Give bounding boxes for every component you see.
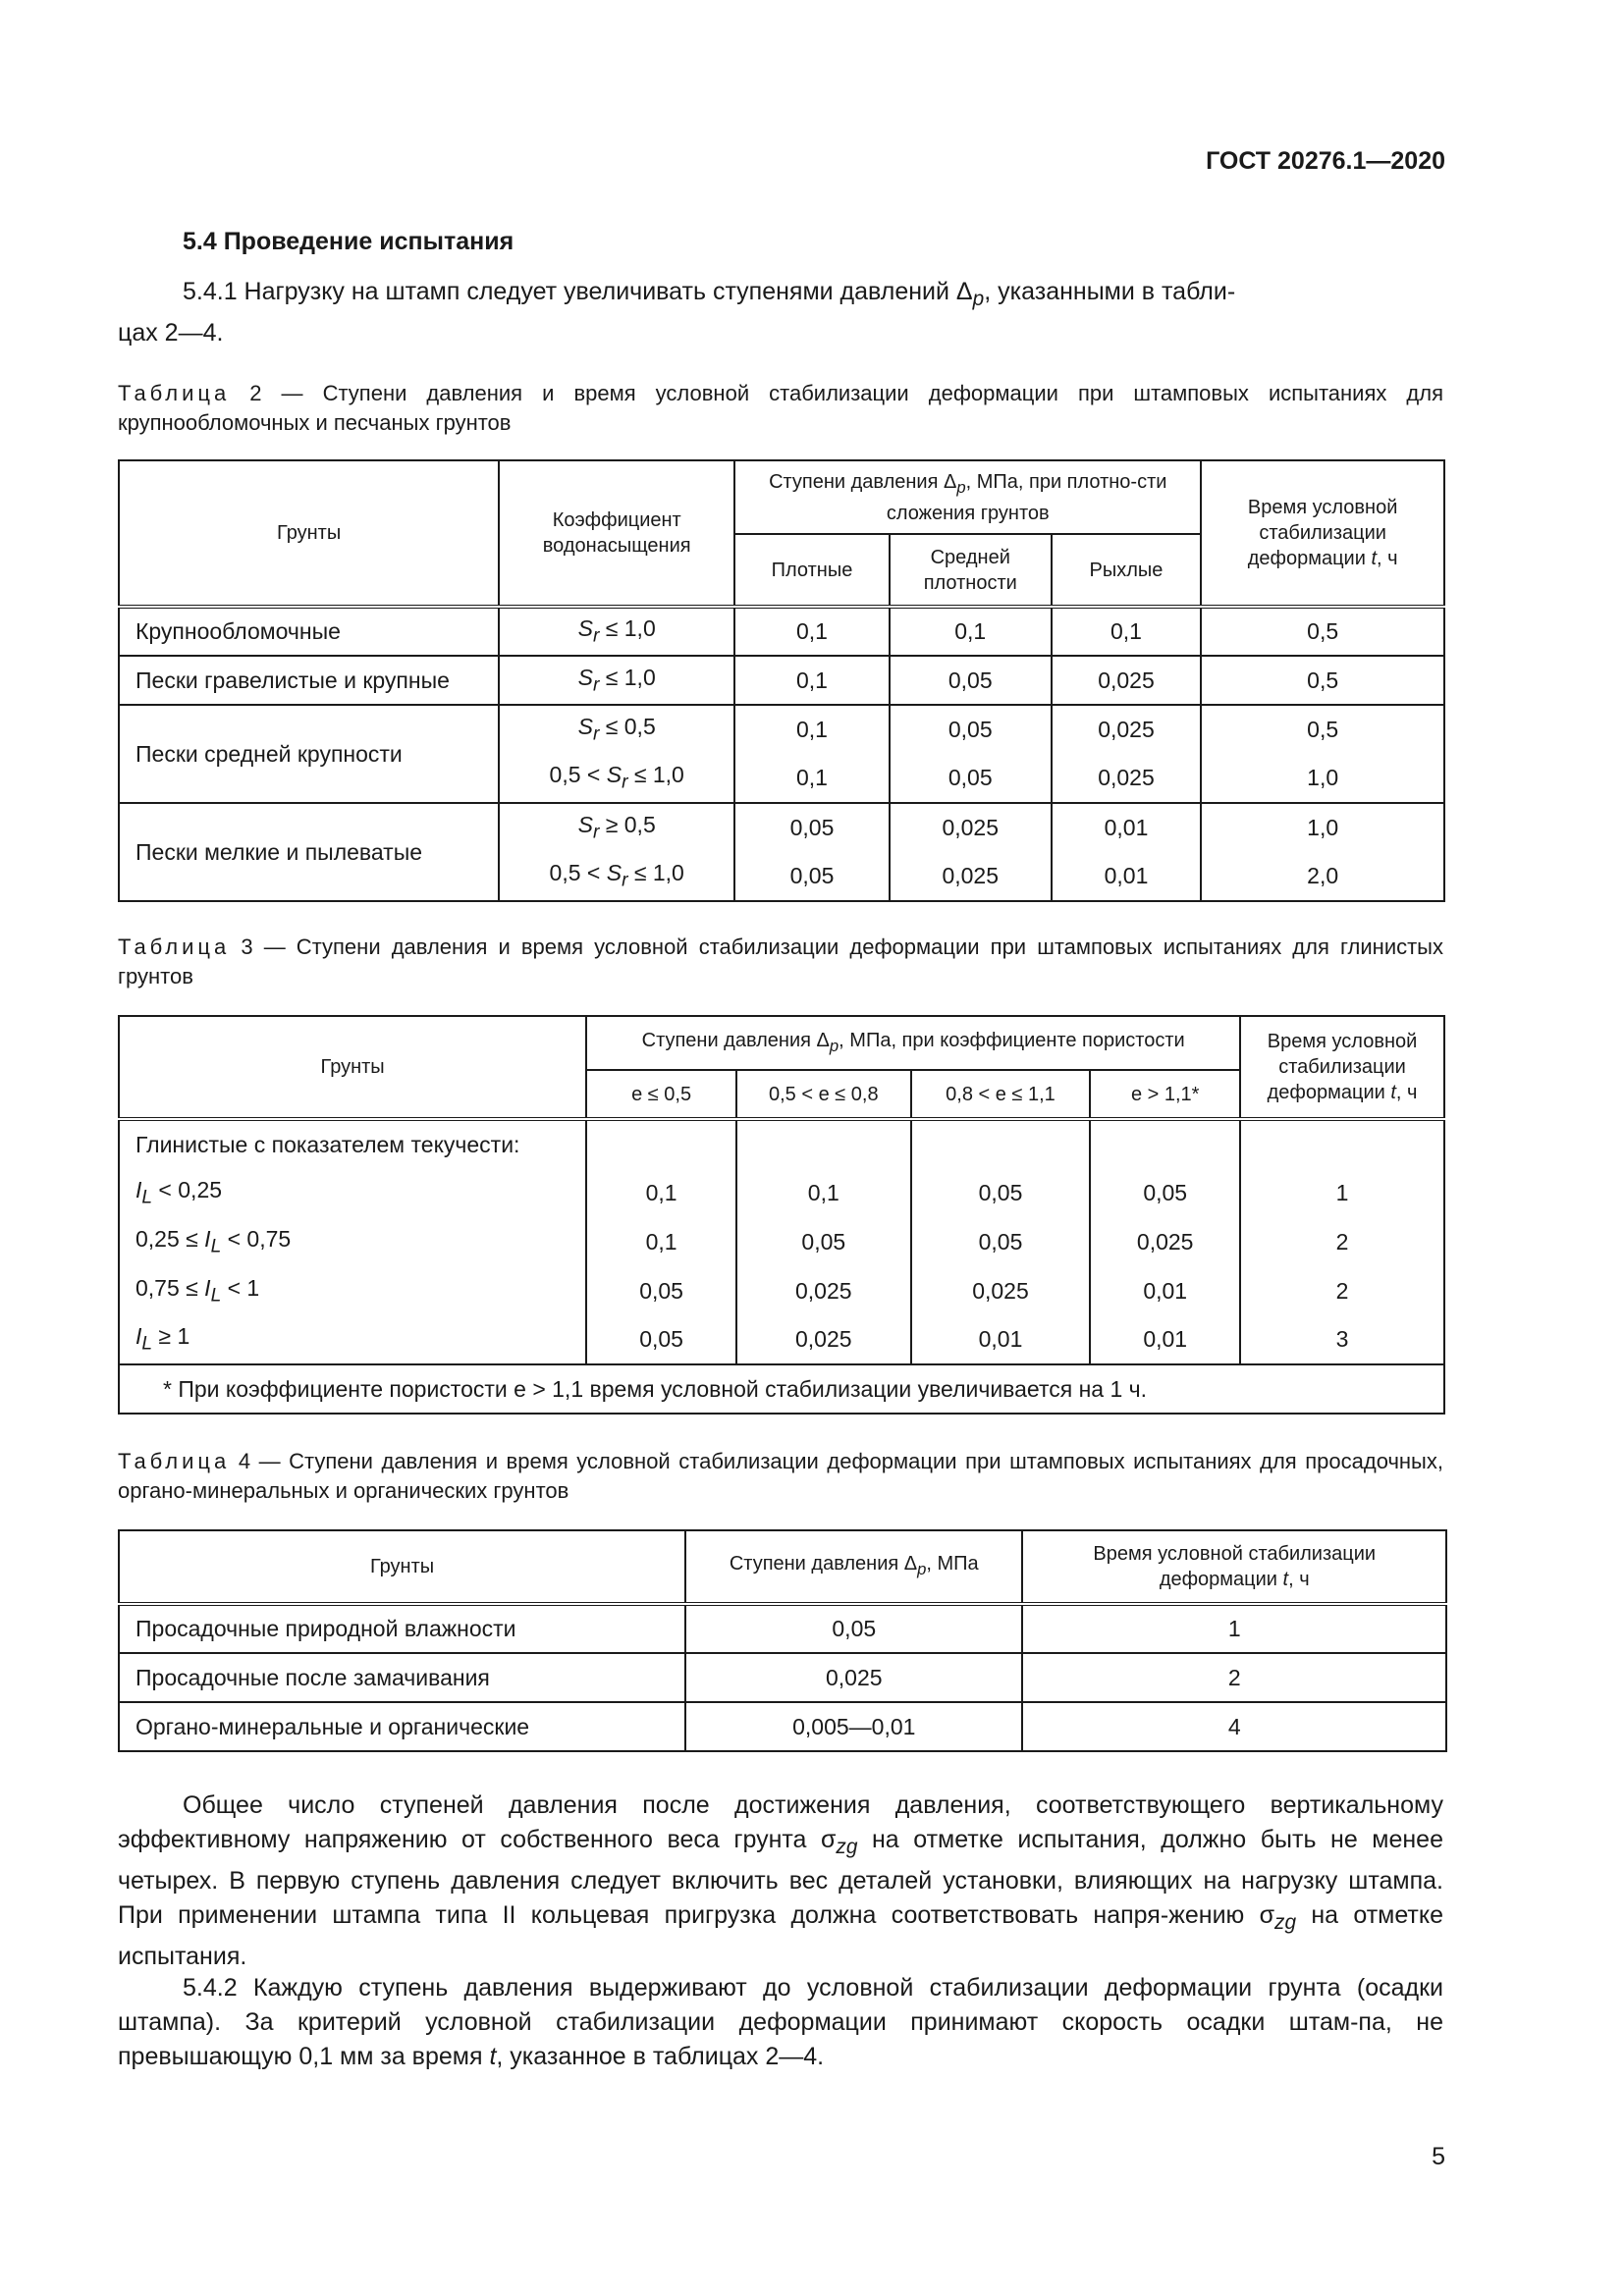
table4-header-soil: Грунты [119, 1530, 685, 1604]
table4-caption: Таблица 4 — Ступени давления и время условной стабилизации деформации при штамповых испытаниях для просадочных, органо-минеральных и органических грунтов [118, 1449, 1443, 1503]
table3-footnote: * При коэффициенте пористости e > 1,1 время условной стабилизации увеличивается на 1 ч. [119, 1364, 1444, 1414]
table-row: Просадочные природной влажности 0,05 1 [119, 1604, 1446, 1653]
table2-header-coefficient: Коэффициент водонасыщения [499, 460, 734, 607]
table-row: $0,5 < S_r \le 1,0$ 0,1 0,05 0,025 1,0 [119, 754, 1444, 803]
table2-header-loose: Рыхлые [1052, 534, 1202, 607]
paragraph-5-4-2: 5.4.2 Каждую ступень давления выдерживают до условной стабилизации деформации грунта (осадки штампа). За критерий условной стабилизации деформации принимают скорость осадки штам-па, не превышающую 0,1 мм за время t, указанное в таблицах 2—4. [118, 1974, 1443, 2070]
table2-header-soil: Грунты [119, 460, 499, 607]
table2 [118, 459, 1445, 902]
table3-caption: Таблица 3 — Ступени давления и время условной стабилизации деформации при штамповых испытаниях для глинистых грунтов [118, 934, 1443, 988]
page-number: 5 [1432, 2143, 1445, 2170]
table4 [118, 1529, 1447, 1752]
table-row: Пески мелкие и пылеватые $S_r \ge 0,5$ 0,05 0,025 0,01 1,0 [119, 803, 1444, 852]
table-row: $0,25 \le I_L < 0,75$ 0,1 0,05 0,05 0,025 2 [119, 1217, 1444, 1266]
table2-caption: Таблица 2 — Ступени давления и время условной стабилизации деформации при штамповых испытаниях для крупнообломочных и песчаных грунтов [118, 381, 1443, 435]
table-note-row [119, 1364, 1444, 1414]
table3-header-e3: 0,8 < e ≤ 1,1 [911, 1070, 1091, 1119]
table3-header-pressure-steps: Ступени давления $\Delta_p$, МПа, при коэффициенте пористости [586, 1016, 1240, 1070]
document-code: ГОСТ 20276.1—2020 [1206, 147, 1445, 175]
table-row: Крупнообломочные $S_r \le 1,0$ 0,1 0,1 0,1 0,5 [119, 607, 1444, 656]
table-row: $0,75 \le I_L < 1$ 0,05 0,025 0,025 0,01 2 [119, 1266, 1444, 1315]
table3 [118, 1015, 1445, 1415]
table-row: $I_L \ge 1$ 0,05 0,025 0,01 0,01 3 [119, 1315, 1444, 1364]
table3-header-e2: 0,5 < e ≤ 0,8 [736, 1070, 911, 1119]
table4-header-pressure-steps: Ступени давления $\Delta_p$, МПа [685, 1530, 1022, 1604]
table-row: Пески средней крупности $S_r \le 0,5$ 0,1 0,05 0,025 0,5 [119, 705, 1444, 754]
table3-header-e4: e > 1,1* [1090, 1070, 1240, 1119]
table-row: $I_L < 0,25$ 0,1 0,1 0,05 0,05 1 [119, 1168, 1444, 1217]
table2-header-pressure-steps: Ступени давления $\Delta_p$, МПа, при плотно-сти сложения грунтов [734, 460, 1201, 534]
section-title: 5.4 Проведение испытания [183, 228, 514, 255]
table2-header-time: Время условной стабилизации деформации t, ч [1201, 460, 1444, 607]
paragraph-general: Общее число ступеней давления после достижения давления, соответствующего вертикальному эффективному напряжению от собственного веса грунта $\sigma_{zg}$ на отметке испытания, должно быть не менее четырех. В первую ступень давления следует включить вес деталей установки, влияющих на нагрузку штампа. При применении штампа типа II кольцевая пригрузка должна соответствовать напря-жению $\sigma_{zg}$ на отметке испытания. [118, 1791, 1443, 1970]
table-row: $0,5 < S_r \le 1,0$ 0,05 0,025 0,01 2,0 [119, 852, 1444, 901]
table2-header-medium: Средней плотности [890, 534, 1052, 607]
table2-header-dense: Плотные [734, 534, 890, 607]
table3-header-soil: Грунты [119, 1016, 586, 1119]
table3-header-time: Время условной стабилизации деформации t, ч [1240, 1016, 1444, 1119]
table-row: Пески гравелистые и крупные $S_r \le 1,0$ 0,1 0,05 0,025 0,5 [119, 656, 1444, 705]
paragraph-5-4-1: 5.4.1 Нагрузку на штамп следует увеличивать ступенями давлений $\Delta_p$, указанными в табли- цах 2—4. [118, 278, 1236, 347]
table4-header-time: Время условной стабилизации деформации t, ч [1022, 1530, 1446, 1604]
table-row: Глинистые с показателем текучести: [119, 1119, 1444, 1168]
table3-header-e1: e ≤ 0,5 [586, 1070, 736, 1119]
table-row: Органо-минеральные и органические 0,005—0,01 4 [119, 1702, 1446, 1751]
table-row: Просадочные после замачивания 0,025 2 [119, 1653, 1446, 1702]
